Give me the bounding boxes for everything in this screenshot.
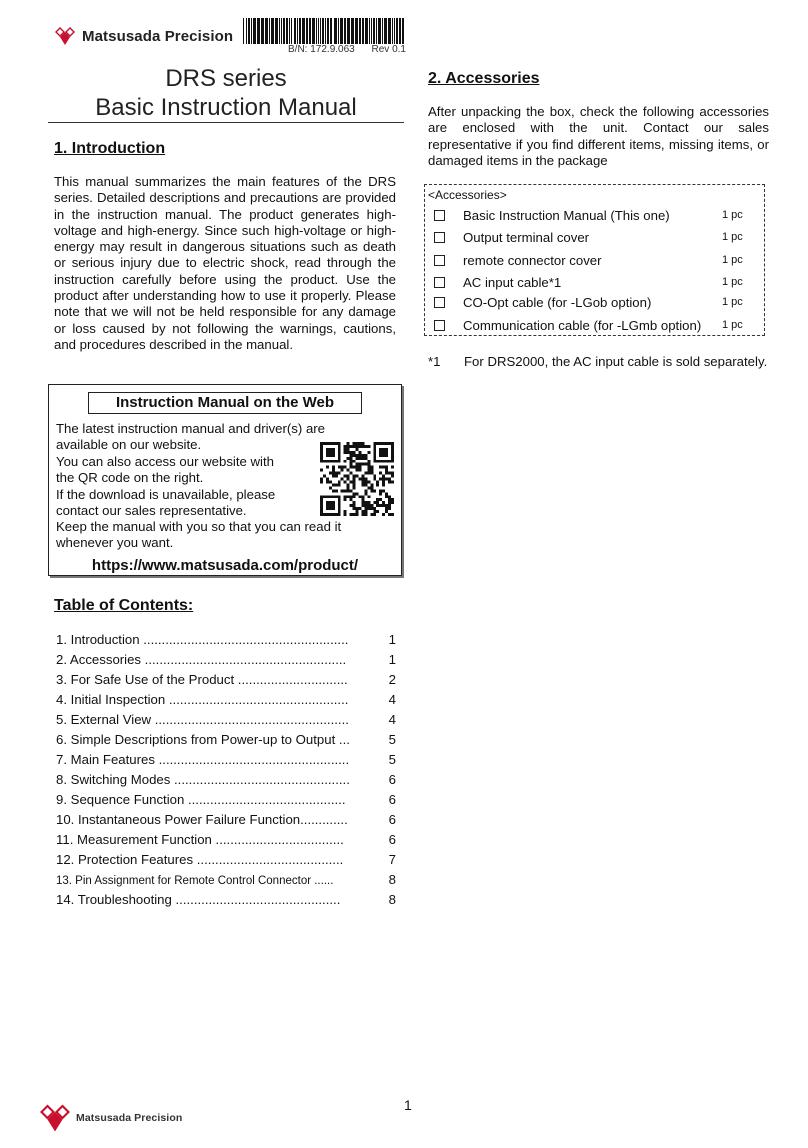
accessory-qty: 1 pc (722, 276, 743, 288)
rev-label: Rev (371, 44, 390, 55)
toc-label: 2. Accessories ....................................................... (56, 652, 347, 667)
toc-entry[interactable] (56, 692, 396, 712)
checkbox-icon[interactable] (434, 210, 445, 221)
toc-page: 6 (388, 792, 396, 807)
accessory-name: AC input cable*1 (463, 274, 562, 290)
web-text-line: whenever you want. (56, 535, 174, 550)
web-text-line: the QR code on the right. (56, 470, 204, 485)
toc-label: 14. Troubleshooting ............................................. (56, 892, 341, 907)
toc-page: 8 (388, 892, 396, 907)
accessory-item (434, 316, 764, 334)
toc-label: 4. Initial Inspection ................................................. (56, 692, 349, 707)
bn-value: 172.9.063 (310, 44, 355, 55)
accessory-name: Basic Instruction Manual (This one) (463, 207, 670, 223)
toc-heading: Table of Contents: (54, 597, 194, 614)
title-divider (48, 122, 404, 123)
toc-page: 5 (388, 732, 396, 747)
rev-value: 0.1 (392, 44, 406, 55)
toc-entry[interactable] (56, 652, 396, 672)
footer-brand-name: Matsusada Precision (76, 1112, 183, 1124)
checkbox-icon[interactable] (434, 320, 445, 331)
table-of-contents (56, 632, 396, 912)
accessory-item (434, 273, 764, 291)
accessory-name: Output terminal cover (463, 229, 590, 245)
accessory-name: Communication cable (for -LGmb option) (463, 317, 702, 333)
toc-entry[interactable] (56, 892, 396, 912)
toc-page: 6 (388, 832, 396, 847)
web-text-line: You can also access our website with (56, 454, 274, 469)
barcode (242, 18, 406, 44)
toc-entry[interactable] (56, 672, 396, 692)
checkbox-icon[interactable] (434, 277, 445, 288)
checkbox-icon[interactable] (434, 297, 445, 308)
checkbox-icon[interactable] (434, 232, 445, 243)
product-url-link[interactable]: https://www.matsusada.com/product/ (91, 557, 359, 574)
accessory-name: remote connector cover (463, 252, 602, 268)
title-line-2: Basic Instruction Manual (95, 94, 357, 121)
footnote-mark: *1 (428, 354, 441, 369)
toc-page: 6 (388, 812, 396, 827)
toc-page: 4 (388, 692, 396, 707)
toc-entry[interactable] (56, 772, 396, 792)
toc-page: 1 (388, 632, 396, 647)
web-text-line: contact our sales representative. (56, 503, 247, 518)
toc-label: 7. Main Features .................................................... (56, 752, 350, 767)
accessories-list-heading: <Accessories> (428, 188, 507, 202)
accessories-text: After unpacking the box, check the following accessories are enclosed with the unit. Contact our sales representative if you find different items, missing items, or damaged items in the package (428, 104, 769, 169)
toc-entry[interactable] (56, 852, 396, 872)
bn-label: B/N: (288, 44, 308, 55)
toc-label: 5. External View ..................................................... (56, 712, 349, 727)
toc-page: 7 (388, 852, 396, 867)
toc-entry[interactable] (56, 812, 396, 832)
toc-label: 3. For Safe Use of the Product .............................. (56, 672, 348, 687)
logo-icon (54, 26, 76, 46)
accessory-item (434, 293, 764, 311)
toc-label: 10. Instantaneous Power Failure Function............. (56, 812, 348, 827)
toc-entry[interactable] (56, 732, 396, 752)
toc-label: 6. Simple Descriptions from Power-up to Output ... (56, 732, 350, 747)
toc-page: 6 (388, 772, 396, 787)
toc-entry[interactable] (56, 792, 396, 812)
checkbox-icon[interactable] (434, 255, 445, 266)
qr-code[interactable] (320, 442, 394, 516)
logo-icon (38, 1103, 72, 1133)
accessories-footnote (428, 354, 769, 370)
accessory-qty: 1 pc (722, 319, 743, 331)
web-text-line: If the download is unavailable, please (56, 487, 276, 502)
web-manual-title: Instruction Manual on the Web (88, 392, 362, 414)
toc-page: 8 (388, 872, 396, 887)
toc-entry[interactable] (56, 712, 396, 732)
web-text-line: The latest instruction manual and driver(s) are (56, 421, 325, 436)
accessory-qty: 1 pc (722, 296, 743, 308)
toc-label: 11. Measurement Function ................................... (56, 832, 344, 847)
accessory-qty: 1 pc (722, 231, 743, 243)
accessory-item (434, 228, 764, 246)
toc-label: 9. Sequence Function ........................................... (56, 792, 346, 807)
accessory-name: CO-Opt cable (for -LGob option) (463, 294, 652, 310)
accessory-item (434, 206, 764, 224)
footnote-text: For DRS2000, the AC input cable is sold separately. (464, 354, 768, 369)
footer-logo (38, 1103, 182, 1133)
web-text-line: available on our website. (56, 437, 202, 452)
toc-page: 2 (388, 672, 396, 687)
introduction-heading: 1. Introduction (54, 140, 166, 157)
introduction-text: This manual summarizes the main features of the DRS series. Detailed descriptions and precautions are provided in the instruction manual. The product generates high-voltage and high-energy. Since such high-voltage or high-energy may result in dangerous situations such as death or serious injury due to electric shock, read through the instruction carefully before using the product. Use the product after understanding how to use it properly. Please note that we will not be held responsible for any damage or loss caused by not following the warnings, cautions, and procedures described in the manual. (54, 174, 396, 352)
title-line-1: DRS series (165, 65, 287, 92)
accessory-qty: 1 pc (722, 209, 743, 221)
brand-logo (54, 24, 233, 48)
accessory-item (434, 251, 764, 269)
toc-entry[interactable] (56, 872, 396, 892)
accessories-heading: 2. Accessories (428, 70, 540, 87)
toc-page: 4 (388, 712, 396, 727)
page-title (48, 64, 404, 122)
toc-entry[interactable] (56, 832, 396, 852)
web-text-line: Keep the manual with you so that you can read it (56, 519, 342, 534)
page-number: 1 (404, 1097, 412, 1113)
toc-label: 8. Switching Modes ................................................ (56, 772, 350, 787)
accessory-qty: 1 pc (722, 254, 743, 266)
toc-label: 13. Pin Assignment for Remote Control Connector ...... (56, 875, 334, 887)
document-number (288, 44, 406, 55)
brand-name: Matsusada Precision (82, 27, 234, 45)
toc-label: 12. Protection Features ........................................ (56, 852, 344, 867)
toc-entry[interactable] (56, 632, 396, 652)
toc-page: 1 (388, 652, 396, 667)
toc-label: 1. Introduction ........................................................ (56, 632, 349, 647)
toc-page: 5 (388, 752, 396, 767)
toc-entry[interactable] (56, 752, 396, 772)
